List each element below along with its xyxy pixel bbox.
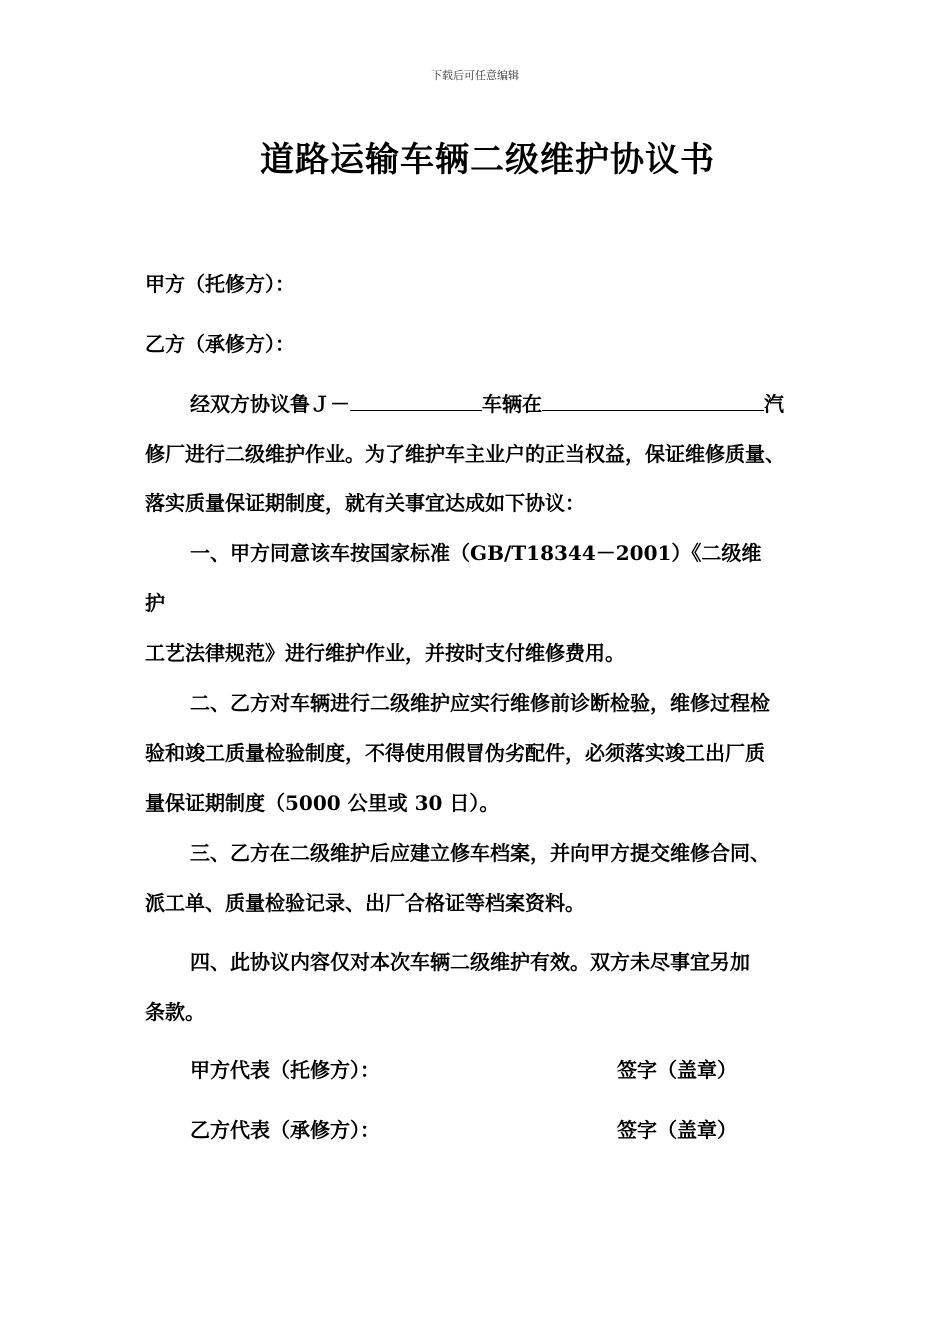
rep-a-label: 甲方代表（托修方）： [190,1058,380,1082]
plate-number-blank[interactable] [350,390,482,411]
party-b-label: 乙方（承修方）： [145,332,295,356]
clause-3-line-1: 三、乙方在二级维护后应建立修车档案，并向甲方提交维修合同、 [190,841,770,865]
clause-1-line-3: 工艺法律规范》进行维护作业，并按时支付维修费用。 [145,641,625,665]
intro-middle: 车辆在 [482,392,542,416]
clause-1-line-1: 一、甲方同意该车按国家标准（GB/T18344－2001）《二级维 [190,541,762,565]
intro-suffix: 汽 [764,392,784,416]
intro-line-2: 修厂进行二级维护作业。为了维护车主业户的正当权益，保证维修质量、 [145,442,785,466]
clause-2-line-2: 验和竣工质量检验制度，不得使用假冒伪劣配件，必须落实竣工出厂质 [145,741,765,765]
clause-1-line-2: 护 [145,591,165,615]
sign-b-label: 签字（盖章） [617,1118,737,1142]
rep-b-label: 乙方代表（承修方）： [190,1118,380,1142]
document-title: 道路运输车辆二级维护协议书 [260,140,715,180]
party-a-label: 甲方（托修方）： [145,272,295,296]
clause-3-line-2: 派工单、质量检验记录、出厂合格证等档案资料。 [145,891,585,915]
header-note: 下载后可任意编辑 [431,69,519,82]
factory-name-blank[interactable] [542,390,764,411]
clause-2-line-3: 量保证期制度（5000 公里或 30 日）。 [145,791,500,815]
intro-line-1 [190,390,784,418]
intro-line-3: 落实质量保证期制度，就有关事宜达成如下协议： [145,491,585,515]
clause-4-line-1: 四、此协议内容仅对本次车辆二级维护有效。双方未尽事宜另加 [190,950,750,974]
intro-prefix: 经双方协议鲁Ｊ－ [190,392,350,416]
sign-a-label: 签字（盖章） [617,1058,737,1082]
clause-4-line-2: 条款。 [145,1000,205,1024]
clause-2-line-1: 二、乙方对车辆进行二级维护应实行维修前诊断检验，维修过程检 [190,691,770,715]
